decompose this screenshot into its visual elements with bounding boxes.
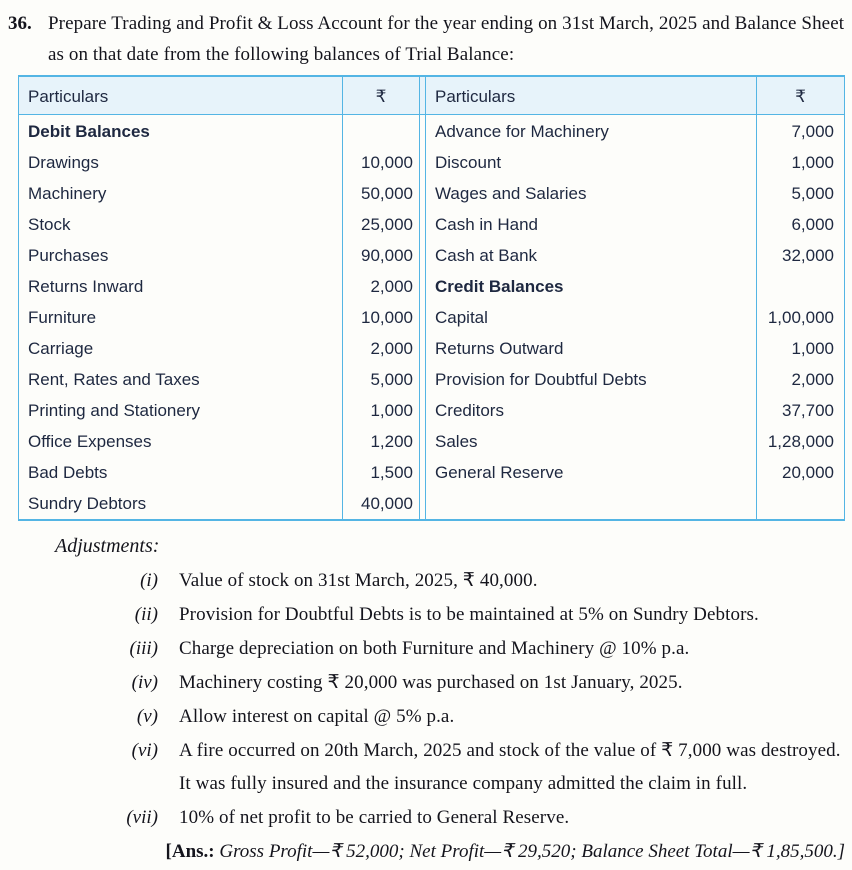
table-row [426,116,844,147]
row-amount: 2,000 [756,364,844,395]
row-label: Capital [435,307,488,327]
adjustment-item [55,666,845,699]
table-row [426,457,844,488]
row-label: Carriage [28,338,94,358]
adjustment-item [55,700,845,733]
header-rupee-right: ₹ [756,77,844,116]
table-row [19,395,419,426]
table-row [19,147,419,178]
table-header-row [19,77,419,116]
adjustment-item [55,632,845,665]
row-label: General Reserve [435,462,564,482]
row-amount: 6,000 [756,209,844,240]
row-label: Furniture [28,307,97,327]
table-row [19,178,419,209]
row-label: Returns Inward [28,276,144,296]
adjustment-item [55,734,845,800]
adjustment-item [55,564,845,597]
problem-statement [0,0,852,70]
row-amount: 37,700 [756,395,844,426]
row-amount [342,116,419,147]
table-row [19,488,419,519]
adjustment-item [55,598,845,631]
adjustment-number: (i) [140,570,158,591]
row-amount: 1,28,000 [756,426,844,457]
table-row [19,116,419,147]
trial-balance-table [18,75,845,521]
row-amount: 1,200 [342,426,419,457]
row-label: Wages and Salaries [435,183,587,203]
table-row [426,240,844,271]
row-amount: 10,000 [342,302,419,333]
row-label: Sales [435,431,478,451]
row-amount: 5,000 [756,178,844,209]
row-amount: 1,000 [342,395,419,426]
table-row [19,426,419,457]
table-row [426,333,844,364]
row-amount: 10,000 [342,147,419,178]
adjustment-number: (vi) [131,740,158,761]
row-label: Cash in Hand [435,214,539,234]
header-particulars-left: Particulars [28,86,109,106]
table-row [426,488,844,519]
adjustments-title: Adjustments: [55,535,160,557]
problem-number: 36. [8,13,32,34]
adjustment-number: (vii) [126,807,158,828]
problem-text: Prepare Trading and Profit & Loss Account for the year ending on 31st March, 2025 and Balance Sheet as on that date from the following balances of Trial Balance: [48,13,845,65]
row-amount: 2,000 [342,271,419,302]
adjustment-text: Value of stock on 31st March, 2025, ₹ 40,000. [179,570,538,591]
row-amount: 7,000 [756,116,844,147]
row-label: Discount [435,152,502,172]
adjustments-section [0,521,852,868]
row-amount: 1,000 [756,333,844,364]
adjustment-text: Allow interest on capital @ 5% p.a. [179,706,455,727]
row-amount: 20,000 [756,457,844,488]
row-label: Stock [28,214,71,234]
table-row [19,457,419,488]
row-amount: 1,00,000 [756,302,844,333]
table-row [426,178,844,209]
adjustment-text: 10% of net profit to be carried to General Reserve. [179,807,570,828]
adjustment-number: (v) [136,706,158,727]
row-label: Rent, Rates and Taxes [28,369,200,389]
row-amount: 32,000 [756,240,844,271]
left-rows-container [19,116,419,519]
row-label: Returns Outward [435,338,564,358]
answer-prefix: [Ans.: [165,841,215,862]
trial-balance-right-half [425,77,844,519]
row-label: Purchases [28,245,109,265]
table-row [426,302,844,333]
row-label: Creditors [435,400,504,420]
row-amount: 25,000 [342,209,419,240]
header-particulars-right: Particulars [435,86,516,106]
row-amount: 50,000 [342,178,419,209]
adjustment-text: A fire occurred on 20th March, 2025 and stock of the value of ₹ 7,000 was destroyed. It was fully insured and the insurance company admitted the claim in full. [179,740,841,794]
right-rows-container [426,116,844,519]
table-row [19,209,419,240]
row-amount: 1,500 [342,457,419,488]
row-label: Cash at Bank [435,245,538,265]
trial-balance-left-half [19,77,420,519]
row-label: Printing and Stationery [28,400,200,420]
table-row [19,240,419,271]
adjustment-number: (ii) [134,604,158,625]
adjustments-list [55,564,845,834]
adjustment-text: Provision for Doubtful Debts is to be maintained at 5% on Sundry Debtors. [179,604,759,625]
row-label: Machinery [28,183,107,203]
row-amount [756,488,844,519]
adjustment-number: (iv) [131,672,158,693]
adjustment-text: Machinery costing ₹ 20,000 was purchased on 1st January, 2025. [179,672,683,693]
row-label: Debit Balances [28,121,150,141]
row-amount: 1,000 [756,147,844,178]
row-amount: 5,000 [342,364,419,395]
adjustment-text: Charge depreciation on both Furniture and Machinery @ 10% p.a. [179,638,690,659]
table-row [426,364,844,395]
table-header-row [426,77,844,116]
table-row [19,364,419,395]
row-label: Drawings [28,152,99,172]
answer-text: Gross Profit—₹ 52,000; Net Profit—₹ 29,520; Balance Sheet Total—₹ 1,85,500.] [219,841,845,862]
row-amount: 90,000 [342,240,419,271]
row-amount: 40,000 [342,488,419,519]
adjustment-item [55,801,845,834]
table-row [19,271,419,302]
table-row [19,302,419,333]
table-row [19,333,419,364]
row-label: Credit Balances [435,276,564,296]
header-rupee-left: ₹ [342,77,419,116]
row-label: Bad Debts [28,462,108,482]
table-row [426,147,844,178]
table-row [426,426,844,457]
row-amount [756,271,844,302]
row-label: Provision for Doubtful Debts [435,369,647,389]
adjustment-number: (iii) [129,638,158,659]
row-label: Sundry Debtors [28,493,147,513]
answer-line [55,835,845,868]
table-row [426,395,844,426]
row-label: Office Expenses [28,431,152,451]
row-amount: 2,000 [342,333,419,364]
table-row [426,209,844,240]
row-label: Advance for Machinery [435,121,609,141]
table-row [426,271,844,302]
